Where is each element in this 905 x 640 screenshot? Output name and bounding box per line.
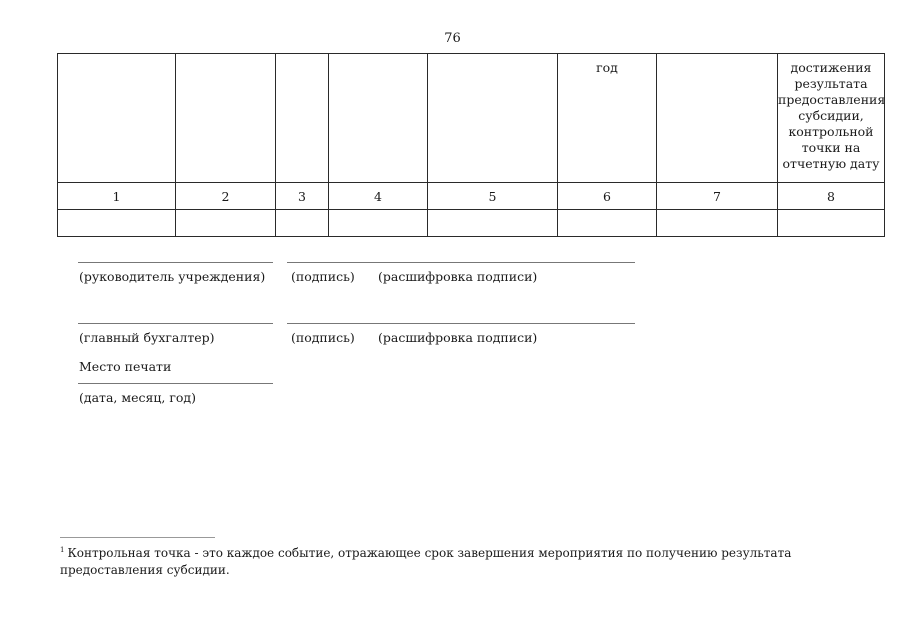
- data-cell: [558, 210, 657, 237]
- header-cell-6: год: [558, 54, 657, 183]
- column-number-row: [58, 183, 885, 210]
- header-cell-5: [428, 54, 558, 183]
- data-cell: [329, 210, 428, 237]
- decryption-label: (расшифровка подписи): [378, 269, 538, 284]
- column-number: 2: [176, 183, 276, 210]
- column-number: 6: [558, 183, 657, 210]
- column-number: 5: [428, 183, 558, 210]
- date-label: (дата, месяц, год): [79, 390, 196, 405]
- header-cell-4: [329, 54, 428, 183]
- data-cell: [276, 210, 329, 237]
- head-label: (руководитель учреждения): [79, 269, 266, 284]
- column-number: 8: [778, 183, 885, 210]
- report-table: [57, 53, 885, 237]
- signature-label: (подпись): [291, 269, 355, 284]
- column-number: 1: [58, 183, 176, 210]
- accountant-label: (главный бухгалтер): [79, 330, 215, 345]
- accountant-signature-decryption-line: [287, 323, 635, 324]
- data-cell: [176, 210, 276, 237]
- signature-label-2: (подпись): [291, 330, 355, 345]
- footnote: [60, 542, 860, 579]
- decryption-label-2: (расшифровка подписи): [378, 330, 538, 345]
- data-row: [58, 210, 885, 237]
- footnote-text: Контрольная точка - это каждое событие, отражающее срок завершения мероприятия по получению результата предоставления субсидии.: [60, 546, 792, 577]
- stamp-label: Место печати: [79, 359, 172, 374]
- header-cell-1: [58, 54, 176, 183]
- column-number: 3: [276, 183, 329, 210]
- date-line: [78, 383, 273, 384]
- accountant-signature-line: [78, 323, 273, 324]
- column-number: 4: [329, 183, 428, 210]
- page-number: 76: [444, 31, 461, 46]
- head-signature-line: [78, 262, 273, 263]
- footnote-separator: [60, 537, 215, 538]
- header-cell-8: достижения результата предоставления субсидии, контрольной точки на отчетную дату: [778, 54, 885, 183]
- data-cell: [58, 210, 176, 237]
- data-cell: [778, 210, 885, 237]
- head-signature-decryption-line: [287, 262, 635, 263]
- header-cell-3: [276, 54, 329, 183]
- footnote-marker: 1: [60, 546, 65, 554]
- header-cell-2: [176, 54, 276, 183]
- data-cell: [428, 210, 558, 237]
- header-cell-7: [657, 54, 778, 183]
- data-cell: [657, 210, 778, 237]
- table-header-row: [58, 54, 885, 183]
- column-number: 7: [657, 183, 778, 210]
